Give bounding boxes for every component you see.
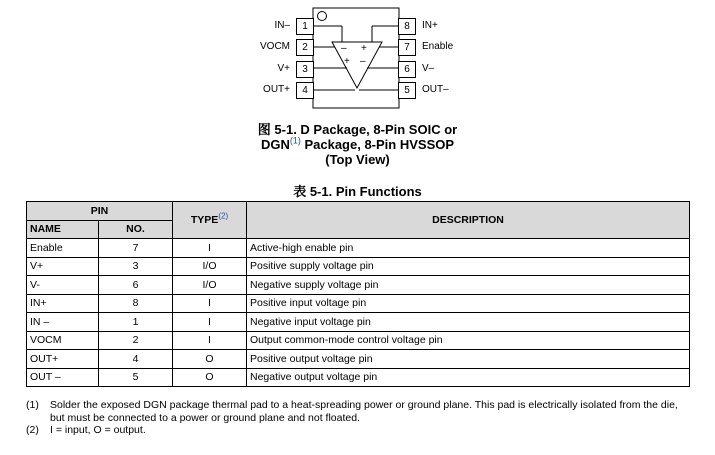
cell-number: 8 — [99, 294, 173, 313]
cell-name: OUT+ — [27, 350, 99, 369]
pin-label-vocm: VOCM — [260, 41, 290, 52]
header-number: NO. — [99, 220, 173, 239]
cell-type: I — [173, 313, 247, 332]
header-description: DESCRIPTION — [247, 202, 690, 239]
cell-number: 5 — [99, 368, 173, 387]
header-type — [173, 202, 247, 239]
pin-label-vminus: V– — [422, 63, 435, 74]
footnote-2 — [26, 424, 690, 437]
pin-label-out-plus: OUT+ — [263, 84, 290, 95]
footnote-2-text: I = input, O = output. — [50, 424, 146, 436]
figure-caption-line1: 图 5-1. D Package, 8-Pin SOIC or — [257, 122, 458, 137]
package-diagram — [0, 0, 715, 120]
table-row — [27, 350, 690, 369]
footnote-ref-2[interactable]: (2) — [218, 211, 229, 221]
package-outline-drawing — [0, 0, 715, 120]
cell-type: I — [173, 239, 247, 258]
footnotes — [26, 399, 690, 437]
pin-label-enable: Enable — [422, 41, 454, 52]
footnote-ref-1[interactable]: (1) — [289, 135, 301, 146]
header-name: NAME — [27, 220, 99, 239]
pin-number-3: 3 — [296, 61, 314, 78]
amp-bottom-minus: – — [360, 56, 366, 67]
cell-number: 6 — [99, 276, 173, 295]
table-header-row-1 — [27, 202, 690, 221]
amp-top-plus: + — [361, 43, 367, 54]
amp-top-minus: – — [341, 43, 347, 54]
pin-label-vplus: V+ — [277, 63, 290, 74]
cell-description: Negative supply voltage pin — [247, 276, 690, 295]
cell-name: IN – — [27, 313, 99, 332]
footnote-2-mark: (2) — [26, 424, 39, 436]
cell-description: Positive input voltage pin — [247, 294, 690, 313]
table-row — [27, 313, 690, 332]
cell-type: I/O — [173, 276, 247, 295]
footnote-1-mark: (1) — [26, 399, 39, 411]
cell-description: Active-high enable pin — [247, 239, 690, 258]
cell-name: OUT – — [27, 368, 99, 387]
cell-type: O — [173, 350, 247, 369]
figure-caption-line2 — [0, 137, 715, 152]
cell-number: 3 — [99, 257, 173, 276]
header-type-label: TYPE — [190, 214, 219, 226]
pin-number-2: 2 — [296, 39, 314, 56]
footnote-1 — [26, 399, 690, 424]
cell-name: V- — [27, 276, 99, 295]
table-row — [27, 276, 690, 295]
table-row — [27, 257, 690, 276]
figure-caption-line3: (Top View) — [325, 152, 390, 167]
pin-number-8: 8 — [398, 18, 416, 35]
pin-number-7: 7 — [398, 39, 416, 56]
cell-number: 2 — [99, 331, 173, 350]
table-row — [27, 294, 690, 313]
table-row — [27, 368, 690, 387]
cell-type: O — [173, 368, 247, 387]
cell-description: Positive output voltage pin — [247, 350, 690, 369]
pin-number-5: 5 — [398, 82, 416, 99]
pin-number-4: 4 — [296, 82, 314, 99]
pin-label-in-minus: IN– — [274, 20, 290, 31]
cell-number: 1 — [99, 313, 173, 332]
cell-type: I — [173, 294, 247, 313]
pin1-indicator-dot — [318, 12, 327, 21]
pin-label-out-minus: OUT– — [422, 84, 449, 95]
cell-name: Enable — [27, 239, 99, 258]
cell-number: 4 — [99, 350, 173, 369]
footnote-1-text: Solder the exposed DGN package thermal pad to a heat-spreading power or ground plane. This pad is electrically isolated from the die, but must be connected to a power or ground plane and not floated. — [50, 399, 678, 424]
cell-number: 7 — [99, 239, 173, 258]
cell-description: Output common-mode control voltage pin — [247, 331, 690, 350]
header-pin-group: PIN — [27, 202, 173, 221]
cell-name: V+ — [27, 257, 99, 276]
pin-number-1: 1 — [296, 18, 314, 35]
pin-number-6: 6 — [398, 61, 416, 78]
cell-type: I/O — [173, 257, 247, 276]
figure-caption-line2-suffix: Package, 8-Pin HVSSOP — [300, 137, 455, 152]
table-row — [27, 331, 690, 350]
cell-name: VOCM — [27, 331, 99, 350]
amp-bottom-plus: + — [344, 56, 350, 67]
cell-name: IN+ — [27, 294, 99, 313]
cell-description: Negative output voltage pin — [247, 368, 690, 387]
pin-label-in-plus: IN+ — [422, 20, 438, 31]
table-title: 表 5-1. Pin Functions — [293, 184, 422, 199]
cell-type: I — [173, 331, 247, 350]
figure-caption-line2-prefix: DGN — [260, 137, 290, 152]
pin-functions-table — [26, 201, 690, 387]
cell-description: Negative input voltage pin — [247, 313, 690, 332]
cell-description: Positive supply voltage pin — [247, 257, 690, 276]
table-row — [27, 239, 690, 258]
